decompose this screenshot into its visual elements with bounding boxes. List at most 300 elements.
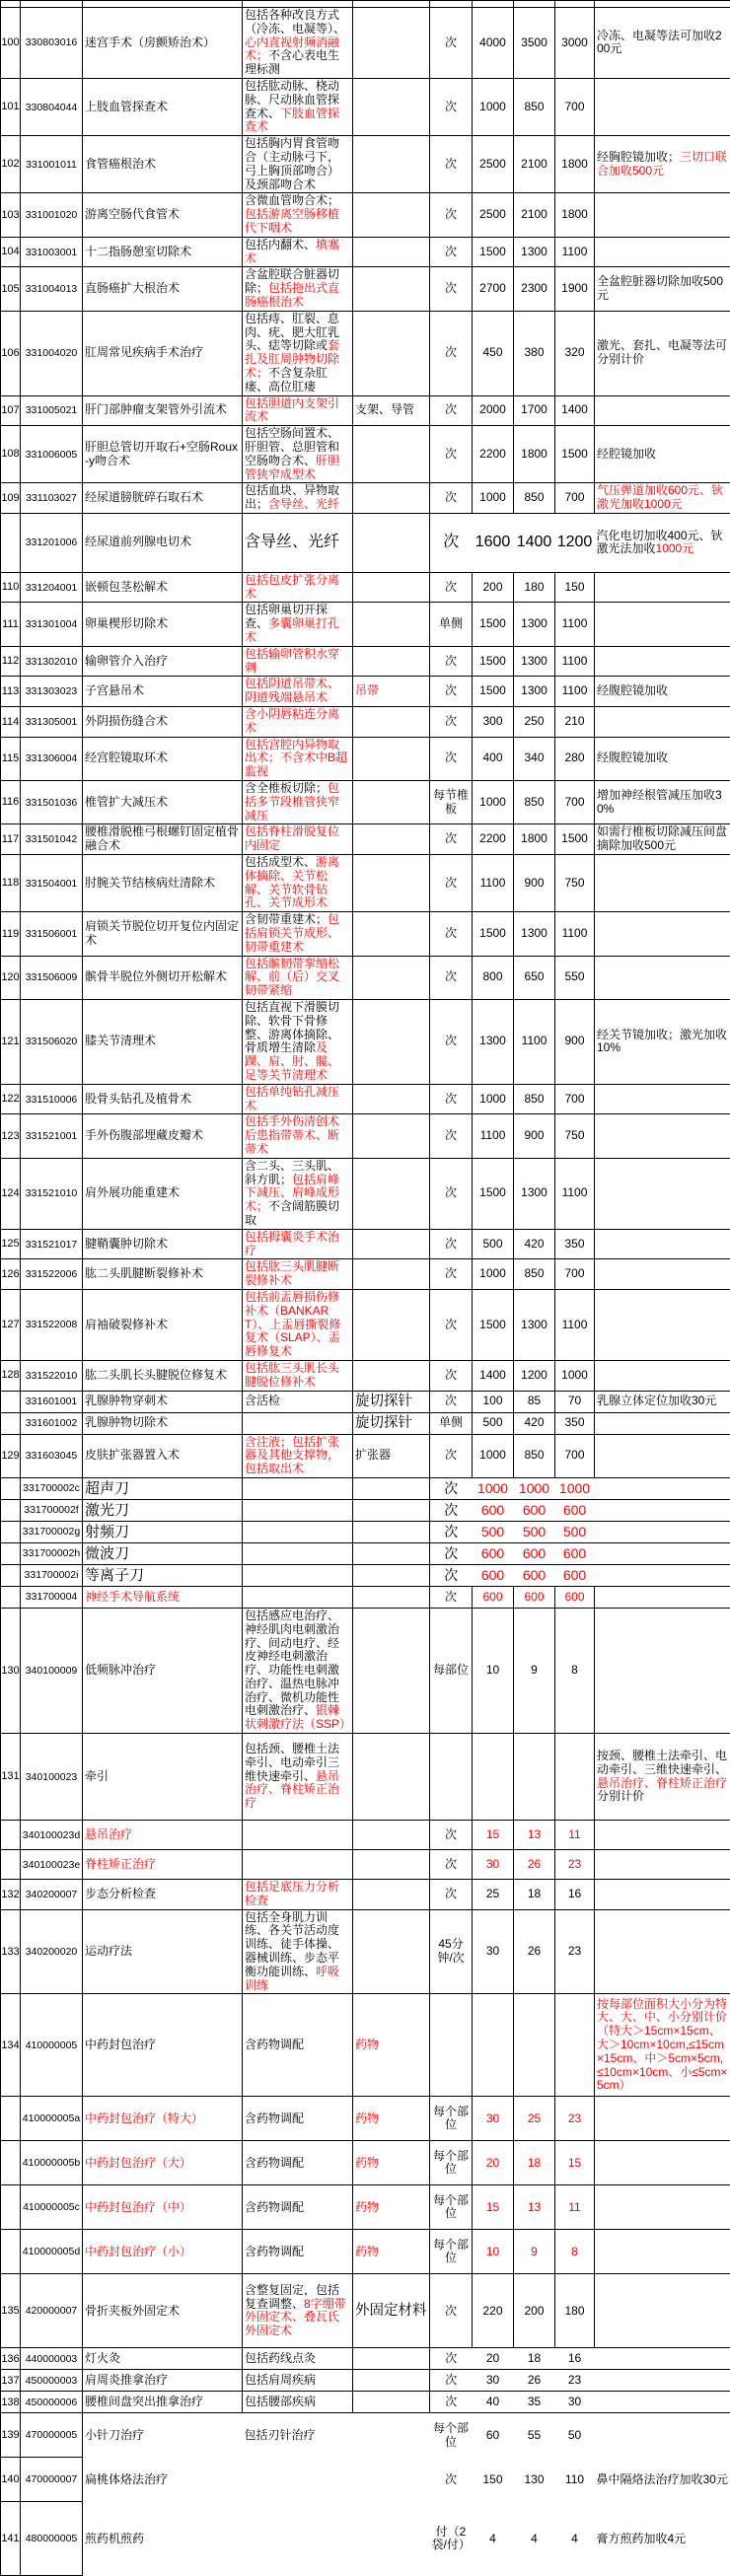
highlighted-text: 心内直视射频消融术；: [245, 36, 339, 63]
item-unit: 次: [430, 1114, 473, 1158]
item-note: 冷冻、电凝等法可加收200元: [595, 8, 730, 79]
highlighted-text: 吊带: [355, 683, 379, 697]
price-tier-1: 10: [473, 1608, 514, 1733]
row-number: 126: [1, 1259, 21, 1290]
price-tier-1: 2700: [473, 267, 514, 311]
price-tier-2: 55: [514, 2413, 555, 2458]
item-note: [595, 1259, 730, 1290]
item-name: 输卵管介入治疗: [83, 646, 243, 677]
item-name: 肝门部肿瘤支架管外引流术: [83, 395, 243, 426]
item-name: 超声刀: [83, 1477, 243, 1499]
price-tier-1: 60: [473, 2413, 514, 2458]
highlighted-text: 填塞术: [245, 238, 339, 265]
price-tier-3: 700: [555, 1434, 595, 1477]
item-code: 331501042: [21, 824, 83, 855]
row-number: 140: [1, 2458, 21, 2502]
row-number: [1, 513, 21, 572]
item-name: 外阴损伤缝合术: [83, 707, 243, 738]
text-segment: 含整复固定，包括复查调整、: [245, 2283, 339, 2311]
text-segment: 包括血块、异物取出；: [245, 483, 339, 511]
item-unit: [430, 1, 473, 8]
highlighted-text: 肝胆管狭窄成型术: [245, 454, 339, 481]
item-unit: 每个部位: [430, 2097, 473, 2141]
price-tier-1: 30: [473, 1850, 514, 1880]
item-note: [595, 646, 730, 677]
item-description: [243, 193, 353, 237]
item-code: 331001011: [21, 136, 83, 193]
item-note: 增加神经根管减压加收30%: [595, 781, 730, 824]
price-tier-3: 23: [555, 1909, 595, 1994]
item-name: 肩外展功能重建术: [83, 1158, 243, 1229]
table-row: [1, 513, 730, 572]
text-segment: 含二头、三头肌、斜方肌；: [245, 1159, 339, 1186]
price-tier-1: [473, 1994, 514, 2097]
item-description: [243, 1521, 353, 1542]
item-unit: 次: [430, 1229, 473, 1259]
row-number: 123: [1, 1114, 21, 1158]
item-name: 股骨头钻孔及植骨术: [83, 1084, 243, 1114]
table-row: [1, 707, 730, 738]
item-code: 470000007: [21, 2458, 83, 2502]
item-note: 激光、套扎、电凝等法可分别计价: [595, 311, 730, 395]
table-row: [1, 956, 730, 999]
table-row: [1, 2413, 730, 2458]
item-unit: 次: [430, 1821, 473, 1850]
item-unit: 次: [430, 1499, 473, 1521]
item-code: 331504001: [21, 855, 83, 912]
table-row: [1, 267, 730, 311]
highlighted-text: 气压弹道加收600元、钬激光加收1000元: [597, 483, 723, 511]
item-description: [243, 1734, 353, 1821]
item-unit: 次: [430, 956, 473, 999]
item-name: 小针刀治疗: [83, 2413, 243, 2458]
table-row: [1, 572, 730, 603]
price-tier-3: 30: [555, 2392, 595, 2413]
item-unit: 次: [430, 1259, 473, 1290]
price-tier-3: 750: [555, 855, 595, 912]
item-description: 含药物调配: [243, 2185, 353, 2230]
item-material: [353, 2458, 430, 2502]
item-description: 包括胸内胃食管吻合（主动脉弓下，弓上胸顶部吻合）及颈部吻合术: [243, 136, 353, 193]
item-unit: 次: [430, 1564, 473, 1586]
item-name: 等离子刀: [83, 1564, 243, 1586]
row-number: 120: [1, 956, 21, 999]
price-tier-2: 180: [514, 572, 555, 603]
item-material: [353, 824, 430, 855]
item-note: [595, 513, 730, 572]
item-code: 331522006: [21, 1259, 83, 1290]
row-number: 114: [1, 707, 21, 738]
item-name: 椎管扩大减压术: [83, 781, 243, 824]
item-note: 经腹腔镜加收: [595, 677, 730, 707]
item-code: 331506020: [21, 1000, 83, 1085]
price-tier-3: 1100: [555, 237, 595, 267]
item-code: 331201006: [21, 513, 83, 572]
price-tier-2: 850: [514, 1259, 555, 1290]
item-note: [595, 1521, 730, 1542]
item-name: 乳腺肿物切除术: [83, 1412, 243, 1434]
item-material: 外固定材料: [353, 2274, 430, 2348]
item-unit: 次: [430, 483, 473, 514]
item-material: [353, 1289, 430, 1360]
item-unit: 次: [430, 1289, 473, 1360]
item-name: 扁桃体烙法治疗: [83, 2458, 243, 2502]
price-tier-2: 850: [514, 1434, 555, 1477]
price-tier-2: 1300: [514, 237, 555, 267]
item-material: [353, 2097, 430, 2141]
text-segment: 包括痔、肛裂、息肉、疣、肥大肛乳头、痣等切除或: [245, 312, 339, 353]
text-segment: 包括感应电治疗、神经肌肉电刺激治疗、间动电疗、经皮神经电刺激治疗、功能性电刺激治疗、温热电脉冲治疗、微机功能性电刺激治疗、: [245, 1609, 339, 1718]
row-number: 137: [1, 2370, 21, 2392]
price-tier-2: 420: [514, 1229, 555, 1259]
table-row: [1, 2458, 730, 2502]
item-note: [595, 78, 730, 135]
price-tier-3: 3000: [555, 8, 595, 79]
item-material: [353, 956, 430, 999]
item-note: [595, 1499, 730, 1521]
item-material: [353, 2392, 430, 2413]
price-tier-1: 1500: [473, 1158, 514, 1229]
item-material: [353, 1821, 430, 1850]
item-description: [243, 426, 353, 483]
item-code: 420000007: [21, 2274, 83, 2348]
item-description: 含药物调配: [243, 2097, 353, 2141]
price-tier-2: 500: [514, 1521, 555, 1542]
item-material: 扩张器: [353, 1434, 430, 1477]
item-name: 直肠癌扩大根治术: [83, 267, 243, 311]
price-tier-3: 23: [555, 1850, 595, 1880]
highlighted-text: 中药封包治疗（小）: [85, 2245, 191, 2258]
highlighted-text: 包括宫腔内异物取出术；不含术中B超监视: [245, 738, 347, 779]
table-row: [1, 1289, 730, 1360]
table-row: [1, 2348, 730, 2370]
item-name: 嵌顿包茎松解术: [83, 572, 243, 603]
price-tier-2: 600: [514, 1564, 555, 1586]
item-unit: 次: [430, 78, 473, 135]
item-name: 经宫腔镜取环术: [83, 737, 243, 780]
row-number: [1, 1412, 21, 1434]
table-row: [1, 311, 730, 395]
table-row: [1, 1850, 730, 1880]
price-tier-1: 1500: [473, 603, 514, 646]
item-note: [595, 912, 730, 956]
item-unit: 次: [430, 2348, 473, 2370]
item-unit: 次: [430, 707, 473, 738]
item-code: 410000005a: [21, 2097, 83, 2141]
text-segment: 汽化电切加收400元、钬激光法加收: [597, 529, 723, 556]
row-number: [1, 1477, 21, 1499]
item-unit: 次: [430, 1477, 473, 1499]
price-tier-3: 1800: [555, 193, 595, 237]
price-tier-2: 26: [514, 2370, 555, 2392]
row-number: 127: [1, 1289, 21, 1360]
item-code: 331306004: [21, 737, 83, 780]
item-unit: 每节椎板: [430, 781, 473, 824]
price-tier-1: 1400: [473, 1360, 514, 1391]
item-material: [353, 2413, 430, 2458]
price-tier-1: 4: [473, 2502, 514, 2576]
price-tier-3: 1900: [555, 267, 595, 311]
row-number: 108: [1, 426, 21, 483]
item-description: [243, 572, 353, 603]
price-tier-3: 1800: [555, 136, 595, 193]
item-note: [595, 237, 730, 267]
item-name: 十二指肠憩室切除术: [83, 237, 243, 267]
item-material: [353, 513, 430, 572]
table-row: [1, 1229, 730, 1259]
price-tier-1: 1000: [473, 1434, 514, 1477]
table-row: [1, 1114, 730, 1158]
price-tier-3: 700: [555, 1259, 595, 1290]
item-note: [595, 2413, 730, 2458]
row-number: [1, 1521, 21, 1542]
item-unit: 次: [430, 1850, 473, 1880]
price-tier-3: 1200: [555, 513, 595, 572]
item-note: [595, 1821, 730, 1850]
highlighted-text: 脊柱矫正治疗: [85, 1857, 156, 1871]
highlighted-text: 包括胆道内支架引流术: [245, 396, 339, 424]
item-note: [595, 1734, 730, 1821]
item-name: 子宫悬吊术: [83, 677, 243, 707]
price-tier-2: 600: [514, 1542, 555, 1564]
item-unit: 次: [430, 1586, 473, 1608]
price-tier-2: 1000: [514, 1477, 555, 1499]
item-material: [353, 193, 430, 237]
item-note: [595, 2274, 730, 2348]
item-material: [353, 2230, 430, 2274]
item-code: 331204001: [21, 572, 83, 603]
price-tier-1: 2500: [473, 193, 514, 237]
row-number: 125: [1, 1229, 21, 1259]
item-unit: 次: [430, 1084, 473, 1114]
highlighted-text: 药物: [355, 2111, 379, 2125]
price-tier-3: 1000: [555, 1477, 595, 1499]
table-row: [1, 1259, 730, 1290]
table-row: [1, 1586, 730, 1608]
highlighted-text: 中药封包治疗（中）: [85, 2200, 191, 2214]
item-name: 牵引: [83, 1734, 243, 1821]
item-material: [353, 677, 430, 707]
price-tier-2: 18: [514, 2348, 555, 2370]
price-tier-2: 600: [514, 1499, 555, 1521]
price-tier-3: 210: [555, 707, 595, 738]
item-unit: 单侧: [430, 1412, 473, 1434]
item-description: [243, 737, 353, 780]
price-tier-2: 3500: [514, 8, 555, 79]
row-number: [1, 1542, 21, 1564]
item-unit: 次: [430, 912, 473, 956]
row-number: 129: [1, 1434, 21, 1477]
item-code: 331521001: [21, 1114, 83, 1158]
item-name: 骨折夹板外固定术: [83, 2274, 243, 2348]
item-unit: 每个部位: [430, 2413, 473, 2458]
price-tier-3: 1100: [555, 677, 595, 707]
table-row: [1, 1434, 730, 1477]
item-note: 乳腺立体定位加收30元: [595, 1391, 730, 1412]
item-name: 肩周炎推拿治疗: [83, 2370, 243, 2392]
price-tier-1: 800: [473, 956, 514, 999]
item-note: [595, 707, 730, 738]
price-tier-1: 1500: [473, 646, 514, 677]
item-material: [353, 1000, 430, 1085]
item-name: [83, 1, 243, 8]
table-row: [1, 677, 730, 707]
item-material: [353, 1499, 430, 1521]
item-code: 331004013: [21, 267, 83, 311]
price-tier-3: 180: [555, 2274, 595, 2348]
item-unit: 付（2袋/付）: [430, 2502, 473, 2576]
item-code: 331001020: [21, 193, 83, 237]
highlighted-text: 游离体摘除、关节松解、关节软骨钻孔、关节成形术: [245, 855, 339, 909]
highlighted-text: 中药封包治疗（特大）: [85, 2111, 203, 2125]
price-tier-2: 850: [514, 483, 555, 514]
price-tier-2: 9: [514, 2230, 555, 2274]
item-name: [83, 1850, 243, 1880]
item-name: 经尿道膀胱碎石取石术: [83, 483, 243, 514]
price-tier-2: 26: [514, 1850, 555, 1880]
item-note: [595, 1434, 730, 1477]
price-tier-1: 450: [473, 311, 514, 395]
highlighted-text: 包括肩锁关节成形、韧带重建术: [245, 912, 339, 954]
row-number: [1, 2230, 21, 2274]
price-tier-2: 13: [514, 1821, 555, 1850]
item-unit: 每部位: [430, 1608, 473, 1733]
item-name: [83, 2141, 243, 2185]
price-tier-3: [555, 1994, 595, 2097]
item-name: 腰椎间盘突出推拿治疗: [83, 2392, 243, 2413]
table-row: [1, 1360, 730, 1391]
price-tier-1: 600: [473, 1542, 514, 1564]
item-description: 包括药线点灸: [243, 2348, 353, 2370]
table-row: [1, 1994, 730, 2097]
item-description: [243, 603, 353, 646]
row-number: 105: [1, 267, 21, 311]
item-code: 331006005: [21, 426, 83, 483]
text-segment: 分别计价: [597, 1789, 644, 1803]
highlighted-text: 套扎及肛周肿物切除术；: [245, 338, 339, 380]
item-unit: 次: [430, 646, 473, 677]
highlighted-text: 药物: [355, 2156, 379, 2170]
item-name: 髌骨半脱位外侧切开松解术: [83, 956, 243, 999]
item-material: [353, 8, 430, 79]
item-name: 食管癌根治术: [83, 136, 243, 193]
item-note: 经腔镜加收: [595, 426, 730, 483]
text-segment: 包括各种改良方式（冷冻、电凝等）、: [245, 8, 345, 36]
item-note: [595, 395, 730, 426]
item-name: 游离空肠代食管术: [83, 193, 243, 237]
item-code: 330803016: [21, 8, 83, 79]
item-code: 331305001: [21, 707, 83, 738]
item-note: [595, 1229, 730, 1259]
price-tier-1: 1600: [473, 513, 514, 572]
price-tier-1: 1500: [473, 912, 514, 956]
row-number: 130: [1, 1608, 21, 1733]
item-code: 340200020: [21, 1909, 83, 1994]
item-note: [595, 2392, 730, 2413]
price-tier-3: 1400: [555, 395, 595, 426]
item-description: [243, 483, 353, 514]
row-number: 119: [1, 912, 21, 956]
highlighted-text: 包括髌韧带挛缩松解、前（后）交叉韧带紧缩: [245, 957, 339, 998]
price-tier-3: 11: [555, 2185, 595, 2230]
item-material: [353, 646, 430, 677]
item-description: [243, 395, 353, 426]
item-code: 410000005: [21, 1994, 83, 2097]
item-description: [243, 8, 353, 79]
highlighted-text: 包括阴道吊带术、阴道残端悬吊术: [245, 677, 339, 704]
item-note: [595, 2141, 730, 2185]
item-material: [353, 426, 430, 483]
price-tier-3: 280: [555, 737, 595, 780]
row-number: 103: [1, 193, 21, 237]
price-tier-3: 1100: [555, 603, 595, 646]
item-name: 射频刀: [83, 1521, 243, 1542]
item-material: [353, 781, 430, 824]
price-tier-1: 1100: [473, 855, 514, 912]
item-code: 340100009: [21, 1608, 83, 1733]
price-tier-3: 600: [555, 1542, 595, 1564]
price-tier-3: 15: [555, 2141, 595, 2185]
row-number: 139: [1, 2413, 21, 2458]
highlighted-text: 及踝、肩、肘、髋、足等关节清理术: [245, 1040, 339, 1082]
item-material: 支架、导管: [353, 395, 430, 426]
item-material: [353, 572, 430, 603]
highlighted-text: 包括包皮扩张分离术: [245, 573, 339, 601]
item-name: 煎药机煎药: [83, 2502, 243, 2576]
item-note: [595, 1909, 730, 1994]
table-row: [1, 1391, 730, 1412]
item-description: [243, 1909, 353, 1994]
item-description: [243, 311, 353, 395]
table-row: [1, 2502, 730, 2576]
highlighted-text: 悬吊治疗: [85, 1827, 132, 1841]
price-tier-1: 200: [473, 572, 514, 603]
item-material: [353, 1, 430, 8]
item-material: [353, 267, 430, 311]
row-number: 112: [1, 646, 21, 677]
item-unit: 次: [430, 1542, 473, 1564]
highlighted-text: 含小阴唇粘连分离术: [245, 707, 339, 735]
item-description: [243, 646, 353, 677]
item-note: 膏方煎药加收4元: [595, 2502, 730, 2576]
highlighted-text: 多囊卵巢打孔术: [245, 616, 339, 644]
item-code: 331700002c: [21, 1477, 83, 1499]
price-tier-1: 300: [473, 707, 514, 738]
item-material: [353, 1084, 430, 1114]
table-row: [1, 1909, 730, 1994]
text-segment: 包括颈、腰椎土法牵引、电动牵引三维快速牵引、: [245, 1742, 339, 1783]
item-code: 330804044: [21, 78, 83, 135]
item-note: [595, 2230, 730, 2274]
table-row: [1, 2392, 730, 2413]
price-tier-3: [555, 1, 595, 8]
text-segment: 按颈、腰椎土法牵引、电动牵引、三维快速牵引、: [597, 1749, 727, 1776]
item-name: 微波刀: [83, 1542, 243, 1564]
price-tier-1: 25: [473, 1880, 514, 1910]
text-segment: 经胸腔镜加收；: [597, 150, 680, 164]
item-name: [83, 2185, 243, 2230]
price-tier-1: 20: [473, 2348, 514, 2370]
highlighted-text: 包括脊柱滑脱复位内固定: [245, 824, 339, 852]
price-tier-1: 400: [473, 737, 514, 780]
item-unit: 次: [430, 1360, 473, 1391]
item-unit: 次: [430, 824, 473, 855]
price-tier-3: 700: [555, 483, 595, 514]
price-tier-3: 1100: [555, 646, 595, 677]
price-tier-2: 600: [514, 1586, 555, 1608]
price-tier-2: 340: [514, 737, 555, 780]
item-note: [595, 2185, 730, 2230]
